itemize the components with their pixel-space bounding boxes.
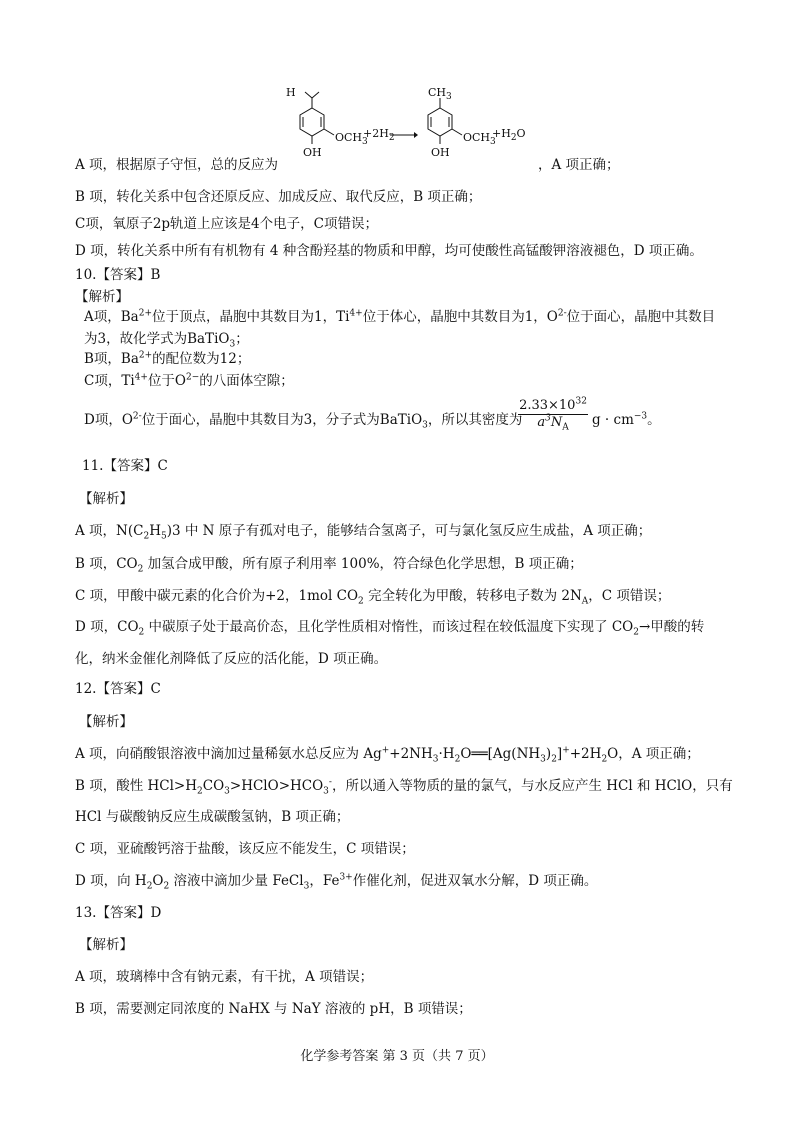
q10-item-b: B项，$Ba^{2+}$的配位数为12； xyxy=(84,350,251,367)
q11-item-c: C 项，甲酸中碳元素的化合价为+2，1mol $CO_2$ 完全转化为甲酸，转移电子数为 $2N_A$，C 项错误； xyxy=(75,588,671,607)
plus-h2: $+2H_2$ xyxy=(363,127,395,144)
q13-analysis: 【解析】 xyxy=(79,937,133,953)
reactant-h-label: H xyxy=(286,86,296,99)
q11-item-b: B 项，$CO_2$ 加氢合成甲酸，所有原子利用率 100%，符合绿色化学思想，B 项正确； xyxy=(75,556,583,575)
density-fraction: $\frac{2.33\times 10^{32}}{a^3N_A}$ xyxy=(519,396,587,433)
q11-item-d-line1: D 项，$CO_2$ 中碳原子处于最高价态，且化学性质相对惰性，而该过程在较低温度下实现了 $CO_2\to$甲酸的转 xyxy=(75,619,705,638)
q11-analysis: 【解析】 xyxy=(79,491,133,507)
q9-item-a: A 项，根据原子守恒，总的反应为 xyxy=(75,157,279,173)
q10-answer: 10.【答案】B xyxy=(75,267,161,283)
q12-item-b-line1: B 项，酸性 $HCl>H_2CO_3>HClO>HCO_3^-$，所以通入等物质的量的氯气，与水反应产生 HCl 和 HClO，只有 xyxy=(75,777,733,797)
q11-answer: 11.【答案】C xyxy=(82,458,168,474)
q13-item-b: B 项，需要测定同浓度的 NaHX 与 NaY 溶液的 pH，B 项错误； xyxy=(75,1001,472,1017)
page-footer: 化学参考答案 第 3 页（共 7 页） xyxy=(300,1049,494,1064)
q10-item-a-line2: 为3，故化学式为BaTiO$_3$； xyxy=(84,331,249,350)
q11-item-a: A 项，$N(C_2H_5)3$ 中 N 原子有孤对电子，能够结合氢离子，可与氯化氢反应生成盐，A 项正确； xyxy=(75,523,652,542)
q10-item-d: D项，$O^{2-}$位于面心，晶胞中其数目为3，分子式为BaTiO$_3$，所以其密度为 xyxy=(84,411,523,431)
density-unit: $g \cdot cm^{-3}$。 xyxy=(592,411,661,428)
reactant-structure xyxy=(282,86,382,164)
q11-item-d-line2: 化，纳米金催化剂降低了反应的活化能，D 项正确。 xyxy=(75,651,388,667)
q12-item-b-line2: HCl 与碳酸钠反应生成碳酸氢钠，B 项正确； xyxy=(75,809,350,825)
q12-item-c: C 项，亚硫酸钙溶于盐酸，该反应不能发生，C 项错误； xyxy=(75,841,415,857)
plus-h2o: $+H_2O$ xyxy=(492,127,526,144)
q12-analysis: 【解析】 xyxy=(79,714,133,730)
product-structure xyxy=(410,86,510,164)
q10-item-c: C项，$Ti^{4+}$位于$O^{2-}$的八面体空隙； xyxy=(84,372,294,389)
q12-item-a: A 项，向硝酸银溶液中滴加过量稀氨水总反应为 $Ag^++2NH_3\cdot H_2O══[Ag(NH_3)_2]^++2H_2O$，A 项正确； xyxy=(75,745,700,765)
q9-item-c: C项，氧原子2p轨道上应该是4个电子，C项错误； xyxy=(75,216,378,232)
q12-answer: 12.【答案】C xyxy=(75,681,161,697)
q13-item-a: A 项，玻璃棒中含有钠元素，有干扰，A 项错误； xyxy=(75,969,374,985)
q10-analysis: 【解析】 xyxy=(75,289,129,305)
product-och3-label: $OCH_3$ xyxy=(463,131,496,148)
reactant-oh-label: OH xyxy=(303,146,322,159)
q9-item-a-end: ，A 项正确； xyxy=(538,157,620,173)
q9-item-d: D 项，转化关系中所有有机物有 4 种含酚羟基的物质和甲醇，均可使酸性高锰酸钾溶液褪色，D 项正确。 xyxy=(75,243,703,259)
q10-item-a-line1: A项，$Ba^{2+}$位于顶点，晶胞中其数目为1，$Ti^{4+}$位于体心，晶胞中其数目为1，$O^{2-}$位于面心，晶胞中其数目 xyxy=(84,308,716,325)
product-ch3-label: $CH_3$ xyxy=(428,86,452,103)
q9-item-b: B 项，转化关系中包含还原反应、加成反应、取代反应，B 项正确； xyxy=(75,189,482,205)
product-oh-label: OH xyxy=(431,146,450,159)
q13-answer: 13.【答案】D xyxy=(75,905,162,921)
reactant-och3-label: $OCH_3$ xyxy=(335,131,368,148)
q12-item-d: D 项，向 $H_2O_2$ 溶液中滴加少量 FeCl$_3$，$Fe^{3+}$作催化剂，促进双氧水分解，D 项正确。 xyxy=(75,872,598,892)
